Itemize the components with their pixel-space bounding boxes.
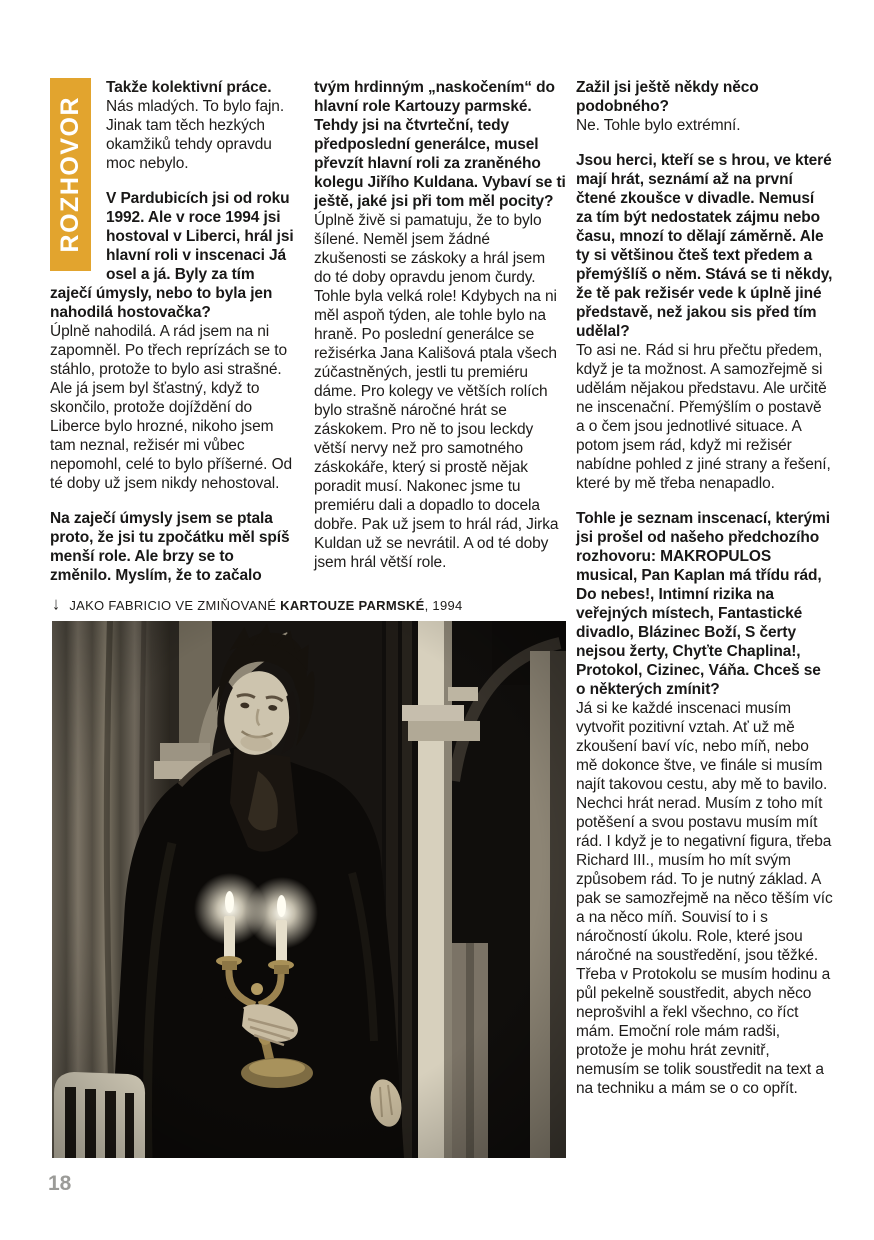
caption-regular: JAKO FABRICIO VE ZMIŇOVANÉ: [69, 597, 277, 613]
interview-column-3: [576, 78, 834, 1098]
caption-year: , 1994: [424, 597, 463, 613]
section-tab: [50, 78, 91, 271]
down-arrow-icon: ↓: [52, 595, 61, 614]
question-2: V Pardubicích jsi od roku 1992. Ale v roce 1994 jsi hostoval v Liberci, hrál jsi hlavní roli v inscenaci Já osel a já. Byly za tím zaječí úmysly, nebo to byla jen nahodilá hostovačka?: [50, 190, 294, 321]
answer-6: Já si ke každé inscenaci musím vytvořit pozitivní vztah. Ať už mě zkoušení baví víc, nebo míň, nebo mě dokonce štve, ve finále si musím najít takovou cestu, aby mě to bavilo. Nechci hrát nerad. Musím z toho mít potěšení a svou postavu musím mít rád. I když je to negativní figura, třeba Richard III., musím ho mít svým způsobem rád. To je nutný základ. A pak se samozřejmě na něco těším víc a na něco míň. Souvisí to i s náročností úkolu. Role, které jsou náročné na soustředění, jsou těžké. Třeba v Protokolu se musím hodinu a půl pekelně soustředit, abych něco neprošvihl a řekl všechno, co říct mám. Emoční role mám radši, protože je mohu hrát zevnitř, nemusím se tolik soustředit na text a na techniku a mám se o co opřít.: [576, 700, 833, 1097]
caption-text: [69, 598, 462, 613]
stage-photo-art: [52, 621, 566, 1158]
section-tab-float: [50, 78, 106, 278]
interview-column-1: [50, 78, 298, 585]
photo-caption: [52, 596, 562, 614]
answer-2: Úplně nahodilá. A rád jsem na ni zapomněl. Po třech reprízách se to stáhlo, protože to bylo asi strašné. Ale já jsem byl šťastný, když to skončilo, protože dojíždění do Liberce bylo hrozné, nikoho jsem tam neznal, režisér mi vůbec nepomohl, celé to bylo příšerné. Od té doby už jsem nikdy nehostoval.: [50, 323, 293, 492]
question-3-end: tvým hrdinným „naskočením“ do hlavní role Kartouzy parmské. Tehdy jsi na čtvrteční, tedy předposlední generálce, musel převzít hlavní roli za zraněného kolegu Jiřího Kuldana. Vybaví se ti ještě, jaké jsi při tom měl pocity?: [314, 79, 566, 210]
section-label: ROZHOVOR: [56, 96, 84, 253]
answer-4: Ne. Tohle bylo extrémní.: [576, 117, 741, 134]
question-4: Zažil jsi ještě někdy něco podobného?: [576, 79, 759, 115]
page-number: 18: [48, 1172, 72, 1195]
question-3-start: Na zaječí úmysly jsem se ptala proto, že jsi tu zpočátku měl spíš menší role. Ale brzy se to změnilo. Myslím, že to začalo: [50, 510, 290, 584]
answer-5: To asi ne. Rád si hru přečtu předem, když je ta možnost. A samozřejmě si udělám nějakou představu. Ale určitě ne inscenační. Přemýšlím o postavě a o čem jsou jednotlivé situace. A potom jsem rád, když mi režisér nabídne pohled z jiné strany a řešení, které by mě třeba nenapadlo.: [576, 342, 831, 492]
question-6: Tohle je seznam inscenací, kterými jsi prošel od našeho předchozího rozhovoru: MAKROPULOS musical, Pan Kaplan má třídu rád, Do nebes!, Intimní rizika na veřejných místech, Fantastické divadlo, Blázinec Boží, S čerty nejsou žerty, Chyťte Chaplina!, Protokol, Cizinec, Váňa. Chceš se o některých zmínit?: [576, 510, 830, 698]
caption-title-bold: KARTOUZE PARMSKÉ: [280, 597, 425, 613]
answer-1: Nás mladých. To bylo fajn. Jinak tam těch hezkých okamžiků tehdy opravdu moc nebylo.: [106, 98, 285, 172]
interview-column-2: [314, 78, 566, 572]
photo-vignette: [52, 621, 566, 1158]
question-1-lead: Takže kolektivní práce.: [106, 79, 272, 96]
question-5: Jsou herci, kteří se s hrou, ve které mají hrát, seznámí až na první čtené zkoušce v divadle. Nemusí za tím být nedostatek zájmu nebo času, mnozí to dělají záměrně. Ale ty si většinou čteš text předem a přemýšlíš o něm. Stává se ti někdy, že tě pak režisér vede k úplně jiné představě, než jakou sis před tím udělal?: [576, 152, 833, 340]
answer-3: Úplně živě si pamatuju, že to bylo šílené. Neměl jsem žádné zkušenosti se záskoky a hrál jsem do té doby opravdu jenom čurdy. Tohle byla velká role! Kdybych na ni měl aspoň týden, ale tohle bylo na hraně. Po poslední generálce se režisérka Jana Kališová ptala všech zúčastněných, jestli tu premiéru dáme. Pro kolegy ve větších rolích bylo strašně náročné hrát se záskokem. Pro ně to jsou leckdy větší nervy než pro samotného záskokáře, který si prostě nějak poradit musí. Nakonec jsme tu premiéru dali a dopadlo to docela dobře. Pak už jsem to hrál rád, Jirka Kuldan už se nevrátil. A od té doby jsem hrál větší role.: [314, 212, 559, 571]
stage-photo: [52, 621, 566, 1158]
